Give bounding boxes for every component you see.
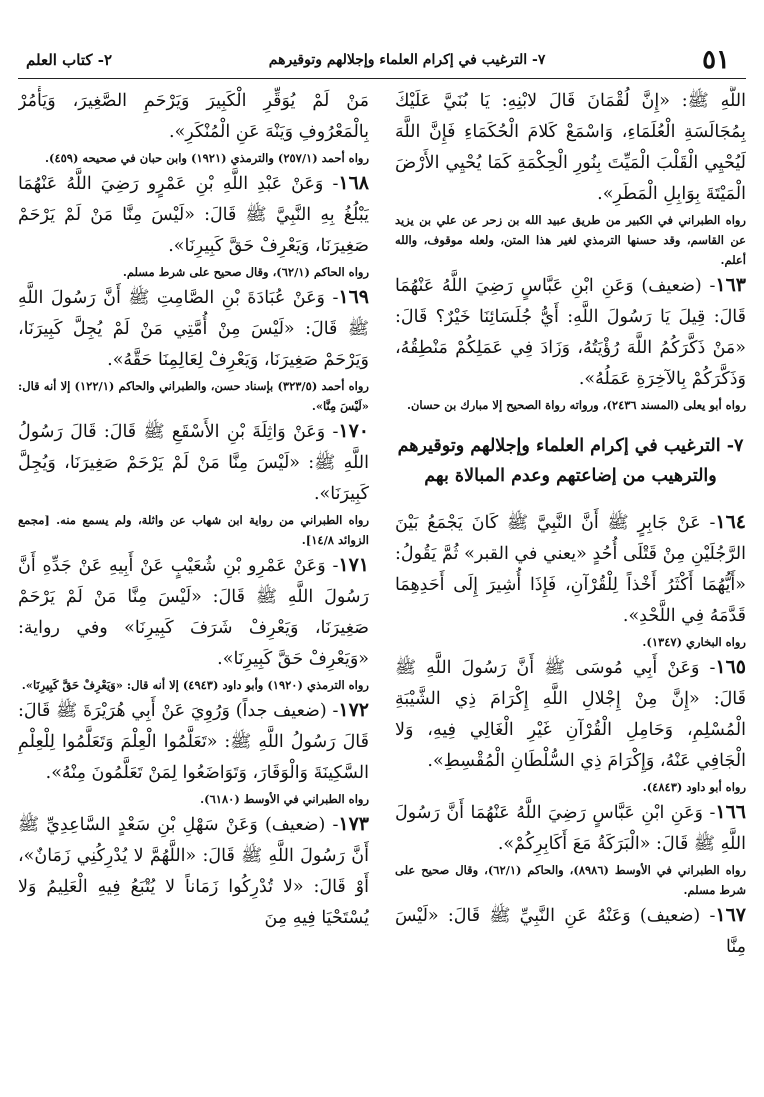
hadith-169 (18, 282, 369, 376)
reference-note: رواه أبو يعلى (المسند ٢٤٣٦)، ورواته رواة الصحيح إلا مبارك بن حسان. (406, 398, 746, 412)
hadith-number: ١٧٢ (338, 699, 369, 721)
hadith-number: ١٦٥ (715, 656, 746, 678)
hadith-number: ١٦٧ (715, 904, 746, 926)
reference-note: رواه أبو داود (٤٨٤٣). (642, 780, 746, 794)
hadith-163 (395, 270, 746, 395)
section-title (395, 431, 746, 491)
continued-hadith-text: اللَّهِ ﷺ: «إِنَّ لُقْمَانَ قَالَ لابْنِهِ: يَا بُنَيَّ عَلَيْكَ بِمُجَالَسَةِ الْعُلَمَاءِ، وَاسْمَعْ كَلامَ الْحُكَمَاءِ فَإِنَّ اللَّهَ لَيُحْيِي الْقَلْبَ الْمَيِّتَ بِنُورِ الْحِكْمَةِ كَمَا يُحْيِي الأَرْضَ الْمَيْتَةَ بِوَابِلِ الْمَطَرِ». (395, 91, 746, 204)
reference-note: رواه الطبراني في الأوسط (٦١٨٠). (200, 792, 369, 806)
reference-note: رواه البخاري (١٣٤٧). (642, 635, 746, 649)
hadith-167 (395, 900, 746, 963)
hadith-number: ١٦٦ (715, 801, 746, 823)
hadith-text: - وَعَنْ عَمْرِو بْنِ شُعَيْبٍ عَنْ أَبِيهِ عَنْ جَدِّهِ أَنَّ رَسُولَ اللَّهِ ﷺ قَالَ: «لَيْسَ مِنَّا مَنْ لَمْ يَرْحَمْ صَغِيرَنَا، وَيَعْرِفْ شَرَفَ كَبِيرِنَا» وفي رواية: «وَيَعْرِفْ حَقَّ كَبِيرِنَا». (18, 556, 369, 669)
right-column (395, 86, 746, 1083)
continued-hadith-text: مَنْ لَمْ يُوَقِّرِ الْكَبِيرَ وَيَرْحَمِ الصَّغِيرَ، وَيَأْمُرْ بِالْمَعْرُوفِ وَيَنْهَ عَنِ الْمُنْكَرِ». (18, 91, 369, 142)
hadith-166 (395, 797, 746, 860)
hadith-text: - (ضعيف) وَعَنِ ابْنِ عَبَّاسٍ رَضِيَ اللَّهُ عَنْهُمَا قَالَ: قِيلَ يَا رَسُولَ اللَّهِ: أَيُّ جُلَسَائِنَا خَيْرٌ؟ قَالَ: «مَنْ ذَكَّرَكُمُ اللَّهَ رُؤْيَتُهُ، وَزَادَ فِي عَمَلِكُمْ مَنْطِقُهُ، وَذَكَّرَكُمْ بِالآخِرَةِ عَمَلُهُ». (395, 276, 746, 389)
section-title-line-2: والترهيب من إضاعتهم وعدم المبالاة بهم (424, 466, 717, 486)
hadith-number: ١٦٣ (715, 274, 746, 296)
hadith-165 (395, 652, 746, 777)
hadith-172 (18, 695, 369, 789)
hadith-text: - وَعَنْ أَبِي مُوسَى ﷺ أَنَّ رَسُولَ اللَّهِ ﷺ قَالَ: «إِنَّ مِنْ إِجْلالِ اللَّهِ إِكْرَامَ ذِي الشَّيْبَةِ الْمُسْلِمِ، وَحَامِلِ الْقُرْآنِ غَيْرِ الْغَالِي فِيهِ، وَلا الْجَافِي عَنْهُ، وَإِكْرَامَ ذِي السُّلْطَانِ الْمُقْسِطِ». (395, 658, 746, 771)
reference-note: رواه الطبراني في الكبير من طريق عبيد الله بن زحر عن علي بن يزيد عن القاسم، وقد حسنها الترمذي لغير هذا المتن، ولعله موقوف، والله أعلم. (395, 213, 746, 267)
hadith-173 (18, 809, 369, 934)
running-header (18, 42, 746, 79)
columns (18, 86, 746, 1083)
hadith-text: - وَعَنْ عُبَادَةَ بْنِ الصَّامِتِ ﷺ أَنَّ رَسُولَ اللَّهِ ﷺ قَالَ: «لَيْسَ مِنْ أُمَّتِي مَنْ لَمْ يُجِلَّ كَبِيرَنَا، وَيَرْحَمْ صَغِيرَنَا، وَيَعْرِفْ لِعَالِمِنَا حَقَّهُ». (18, 288, 369, 370)
hadith-text: - وَعَنِ ابْنِ عَبَّاسٍ رَضِيَ اللَّهُ عَنْهُمَا أَنَّ رَسُولَ اللَّهِ ﷺ قَالَ: «الْبَرَكَةُ مَعَ أَكَابِرِكُمْ». (395, 803, 746, 854)
hadith-170 (18, 416, 369, 510)
hadith-number: ١٦٩ (338, 286, 369, 308)
reference-note: رواه الطبراني في الأوسط (٨٩٨٦)، والحاكم (٦٢/١)، وقال صحيح على شرط مسلم. (395, 863, 746, 897)
hadith-number: ١٧٠ (338, 420, 369, 442)
hadith-text: - عَنْ جَابِرٍ ﷺ أَنَّ النَّبِيَّ ﷺ كَانَ يَجْمَعُ بَيْنَ الرَّجُلَيْنِ مِنْ قَتْلَى أُحُدٍ «يعني في القبر» ثُمَّ يَقُولُ: «أَيُّهُمَا أَكْثَرُ أَخْذاً لِلْقُرْآنِ، فَإِذَا أُشِيرَ إِلَى أَحَدِهِمَا قَدَّمَهُ فِي اللَّحْدِ». (395, 513, 746, 626)
reference-note: رواه الترمذي (١٩٢٠) وأبو داود (٤٩٤٣) إلا أنه قال: «وَيَعْرِفْ حَقَّ كَبِيرِنَا». (21, 678, 369, 692)
hadith-number: ١٦٨ (338, 172, 369, 194)
reference-note: رواه الطبراني من رواية ابن شهاب عن واثلة، ولم يسمع منه. [مجمع الزوائد ١٤/٨]. (18, 513, 369, 547)
hadith-text: - (ضعيف) وَعَنْهُ عَنِ النَّبِيِّ ﷺ قَالَ: «لَيْسَ مِنَّا (395, 906, 746, 957)
hadith-text: - (ضعيف جداً) وَرُوِيَ عَنْ أَبِي هُرَيْرَةَ ﷺ قَالَ: قَالَ رَسُولُ اللَّهِ ﷺ: «تَعَلَّمُوا الْعِلْمَ وَتَعَلَّمُوا لِلْعِلْمِ السَّكِينَةَ وَالْوَقَارَ، وَتَوَاضَعُوا لِمَنْ تَعَلَّمُونَ مِنْهُ». (18, 701, 369, 783)
header-book-title: ٢- كتاب العلم (26, 51, 113, 69)
hadith-171 (18, 550, 369, 675)
hadith-168 (18, 168, 369, 262)
section-title-line-1: ٧- الترغيب في إكرام العلماء وإجلالهم وتوقيرهم (397, 436, 744, 456)
left-column (18, 86, 369, 1083)
page-number: ٥١ (702, 45, 730, 75)
hadith-text: - (ضعيف) وَعَنْ سَهْلِ بْنِ سَعْدٍ السَّاعِدِيِّ ﷺ أَنَّ رَسُولَ اللَّهِ ﷺ قَالَ: «اللَّهُمَّ لا يُدْرِكُنِي زَمَانٌ»، أَوْ قَالَ: «لا تُدْرِكُوا زَمَاناً لا يُتْبَعُ فِيهِ الْعَلِيمُ وَلا يُسْتَحْيَا فِيهِ مِنَ (18, 815, 369, 928)
hadith-number: ١٧٣ (338, 813, 369, 835)
reference-note: رواه أحمد (٢٥٧/١) والترمذي (١٩٢١) وابن حبان في صحيحه (٤٥٩). (44, 151, 369, 165)
hadith-text: - وَعَنْ وَاثِلَةَ بْنِ الأَسْقَعِ ﷺ قَالَ: قَالَ رَسُولُ اللَّهِ ﷺ: «لَيْسَ مِنَّا مَنْ لَمْ يَرْحَمْ صَغِيرَنَا، وَيُجِلَّ كَبِيرَنَا». (18, 422, 369, 504)
reference-note: رواه أحمد (٣٢٣/٥) بإسناد حسن، والطبراني والحاكم (١٢٢/١) إلا أنه قال: «لَيْسَ مِنَّا». (18, 379, 369, 413)
hadith-number: ١٧١ (338, 554, 369, 576)
header-chapter-title: ٧- الترغيب في إكرام العلماء وإجلالهم وتوقيرهم (268, 52, 546, 68)
hadith-text: - وَعَنْ عَبْدِ اللَّهِ بْنِ عَمْرٍو رَضِيَ اللَّهُ عَنْهُمَا يَبْلُغُ بِهِ النَّبِيَّ ﷺ قَالَ: «لَيْسَ مِنَّا مَنْ لَمْ يَرْحَمْ صَغِيرَنَا، وَيَعْرِفْ حَقَّ كَبِيرِنَا». (18, 174, 369, 256)
hadith-164 (395, 507, 746, 632)
reference-note: رواه الحاكم (٦٢/١)، وقال صحيح على شرط مسلم. (122, 265, 369, 279)
hadith-number: ١٦٤ (715, 511, 746, 533)
